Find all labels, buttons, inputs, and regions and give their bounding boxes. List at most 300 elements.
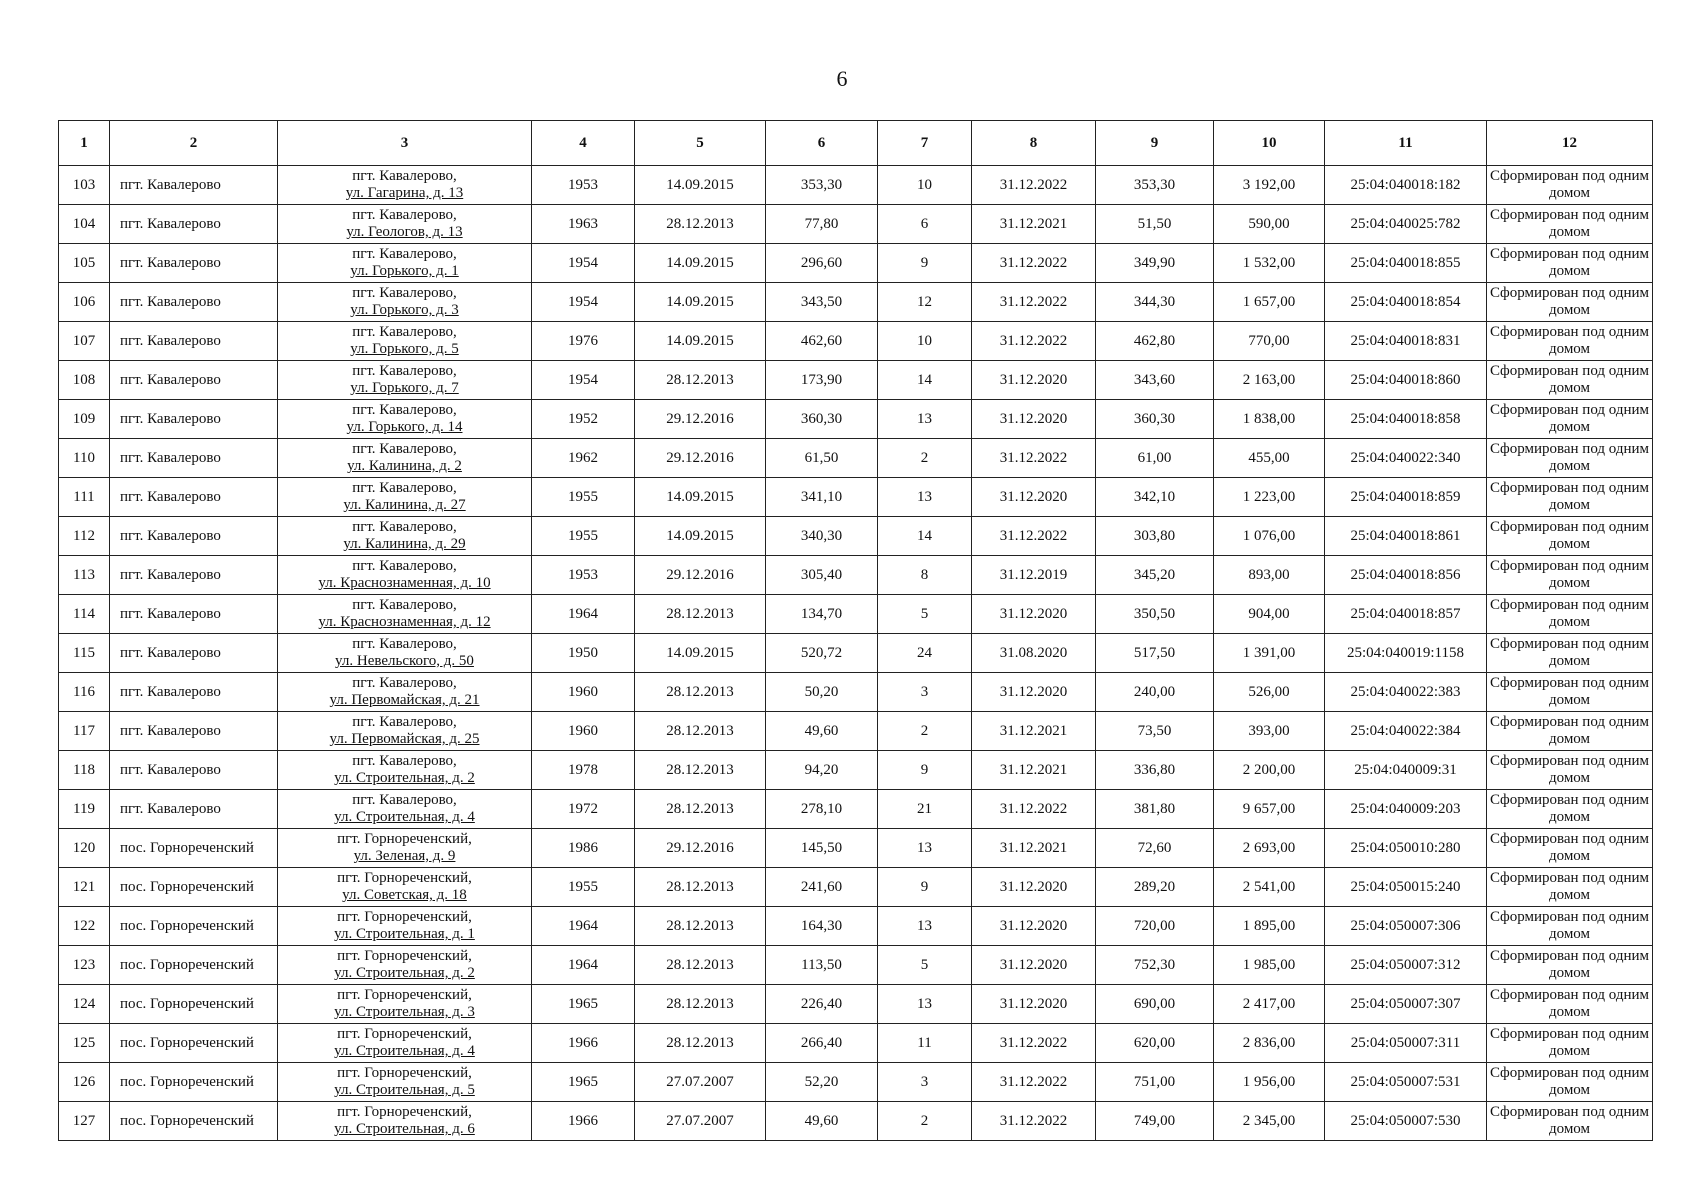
cell-area: 340,30 [766, 517, 878, 556]
cell-planned-area: 749,00 [1096, 1102, 1214, 1141]
cell-build-year: 1955 [532, 868, 635, 907]
address-settlement: пгт. Кавалерово, [352, 402, 457, 418]
cell-build-year: 1964 [532, 907, 635, 946]
address-street: ул. Горького, д. 5 [350, 341, 459, 357]
cell-address [278, 790, 532, 829]
cell-date-recognized: 29.12.2016 [635, 829, 766, 868]
cell-status [1487, 205, 1653, 244]
cell-address [278, 1063, 532, 1102]
cell-settlement: пгт. Кавалерово [110, 166, 278, 205]
cell-residents: 10 [878, 322, 972, 361]
cell-address [278, 751, 532, 790]
cell-area: 462,60 [766, 322, 878, 361]
cell-area: 94,20 [766, 751, 878, 790]
cell-relocation-date: 31.12.2020 [972, 595, 1096, 634]
cell-cadastral-number: 25:04:050010:280 [1325, 829, 1487, 868]
cell-relocation-date: 31.12.2022 [972, 517, 1096, 556]
cell-cadastral-number: 25:04:040018:861 [1325, 517, 1487, 556]
cell-relocation-date: 31.12.2020 [972, 400, 1096, 439]
cell-residents: 14 [878, 361, 972, 400]
cell-planned-area: 344,30 [1096, 283, 1214, 322]
cell-status [1487, 166, 1653, 205]
cell-residents: 8 [878, 556, 972, 595]
cell-row-number: 118 [59, 751, 110, 790]
cell-cadastral-number: 25:04:040018:831 [1325, 322, 1487, 361]
cell-residents: 3 [878, 1063, 972, 1102]
cell-cadastral-number: 25:04:050007:311 [1325, 1024, 1487, 1063]
cell-residents: 9 [878, 868, 972, 907]
cell-area: 520,72 [766, 634, 878, 673]
address-settlement: пгт. Кавалерово, [352, 753, 457, 769]
cell-settlement: пос. Горнореченский [110, 1024, 278, 1063]
column-header-10: 10 [1214, 121, 1325, 166]
cell-planned-area: 462,80 [1096, 322, 1214, 361]
cell-status [1487, 595, 1653, 634]
cell-relocation-date: 31.12.2022 [972, 283, 1096, 322]
cell-build-year: 1966 [532, 1024, 635, 1063]
cell-build-year: 1960 [532, 673, 635, 712]
cell-residents: 2 [878, 712, 972, 751]
cell-land-area: 2 163,00 [1214, 361, 1325, 400]
cell-status [1487, 283, 1653, 322]
cell-settlement: пгт. Кавалерово [110, 322, 278, 361]
cell-build-year: 1965 [532, 1063, 635, 1102]
cell-status [1487, 946, 1653, 985]
cell-row-number: 114 [59, 595, 110, 634]
table-row [59, 478, 1653, 517]
table-row [59, 985, 1653, 1024]
table-row [59, 946, 1653, 985]
cell-land-area: 2 417,00 [1214, 985, 1325, 1024]
cell-relocation-date: 31.12.2022 [972, 790, 1096, 829]
cell-relocation-date: 31.12.2022 [972, 244, 1096, 283]
cell-status [1487, 907, 1653, 946]
cell-row-number: 104 [59, 205, 110, 244]
address-settlement: пгт. Горнореченский, [337, 987, 472, 1003]
status-text: Сформирован под одним домом [1489, 597, 1650, 630]
cell-relocation-date: 31.12.2022 [972, 322, 1096, 361]
cell-planned-area: 72,60 [1096, 829, 1214, 868]
cell-land-area: 1 391,00 [1214, 634, 1325, 673]
cell-settlement: пгт. Кавалерово [110, 361, 278, 400]
cell-build-year: 1960 [532, 712, 635, 751]
cell-status [1487, 400, 1653, 439]
cell-status [1487, 361, 1653, 400]
cell-residents: 24 [878, 634, 972, 673]
cell-date-recognized: 27.07.2007 [635, 1063, 766, 1102]
cell-settlement: пгт. Кавалерово [110, 283, 278, 322]
cell-status [1487, 790, 1653, 829]
cell-planned-area: 751,00 [1096, 1063, 1214, 1102]
cell-build-year: 1963 [532, 205, 635, 244]
cell-status [1487, 829, 1653, 868]
cell-row-number: 103 [59, 166, 110, 205]
table-header [59, 121, 1653, 166]
cell-row-number: 126 [59, 1063, 110, 1102]
table-row [59, 166, 1653, 205]
table-row [59, 244, 1653, 283]
cell-planned-area: 343,60 [1096, 361, 1214, 400]
cell-build-year: 1952 [532, 400, 635, 439]
table-row [59, 361, 1653, 400]
cell-date-recognized: 28.12.2013 [635, 205, 766, 244]
cell-residents: 10 [878, 166, 972, 205]
cell-cadastral-number: 25:04:050015:240 [1325, 868, 1487, 907]
table-row [59, 400, 1653, 439]
cell-row-number: 125 [59, 1024, 110, 1063]
cell-residents: 13 [878, 478, 972, 517]
address-street: ул. Гагарина, д. 13 [345, 185, 464, 201]
cell-planned-area: 752,30 [1096, 946, 1214, 985]
address-settlement: пгт. Горнореченский, [337, 831, 472, 847]
cell-planned-area: 61,00 [1096, 439, 1214, 478]
address-settlement: пгт. Кавалерово, [352, 636, 457, 652]
cell-build-year: 1950 [532, 634, 635, 673]
cell-relocation-date: 31.12.2021 [972, 751, 1096, 790]
table-row [59, 556, 1653, 595]
cell-area: 341,10 [766, 478, 878, 517]
table-row [59, 634, 1653, 673]
cell-address [278, 595, 532, 634]
table-row [59, 1024, 1653, 1063]
cell-status [1487, 751, 1653, 790]
address-settlement: пгт. Кавалерово, [352, 480, 457, 496]
cell-planned-area: 73,50 [1096, 712, 1214, 751]
cell-date-recognized: 28.12.2013 [635, 946, 766, 985]
column-header-1: 1 [59, 121, 110, 166]
cell-cadastral-number: 25:04:040018:854 [1325, 283, 1487, 322]
cell-residents: 9 [878, 751, 972, 790]
cell-planned-area: 381,80 [1096, 790, 1214, 829]
address-street: ул. Первомайская, д. 21 [329, 692, 480, 708]
cell-relocation-date: 31.12.2022 [972, 439, 1096, 478]
address-street: ул. Строительная, д. 2 [334, 770, 475, 786]
address-street: ул. Строительная, д. 6 [334, 1121, 475, 1137]
cell-date-recognized: 14.09.2015 [635, 322, 766, 361]
status-text: Сформирован под одним домом [1489, 870, 1650, 903]
cell-land-area: 1 657,00 [1214, 283, 1325, 322]
cell-land-area: 2 541,00 [1214, 868, 1325, 907]
cell-address [278, 439, 532, 478]
cell-settlement: пгт. Кавалерово [110, 634, 278, 673]
cell-row-number: 122 [59, 907, 110, 946]
address-street: ул. Горького, д. 1 [350, 263, 459, 279]
address-street: ул. Краснознаменная, д. 10 [318, 575, 491, 591]
cell-residents: 14 [878, 517, 972, 556]
cell-status [1487, 634, 1653, 673]
cell-address [278, 1102, 532, 1141]
cell-address [278, 244, 532, 283]
address-street: ул. Невельского, д. 50 [335, 653, 474, 669]
cell-relocation-date: 31.12.2022 [972, 1063, 1096, 1102]
cell-land-area: 2 836,00 [1214, 1024, 1325, 1063]
cell-row-number: 105 [59, 244, 110, 283]
status-text: Сформирован под одним домом [1489, 792, 1650, 825]
cell-planned-area: 289,20 [1096, 868, 1214, 907]
cell-settlement: пос. Горнореченский [110, 829, 278, 868]
cell-row-number: 119 [59, 790, 110, 829]
cell-land-area: 526,00 [1214, 673, 1325, 712]
table-row [59, 1063, 1653, 1102]
cell-planned-area: 240,00 [1096, 673, 1214, 712]
cell-address [278, 166, 532, 205]
cell-residents: 12 [878, 283, 972, 322]
cell-address [278, 673, 532, 712]
cell-area: 113,50 [766, 946, 878, 985]
cell-build-year: 1986 [532, 829, 635, 868]
address-settlement: пгт. Горнореченский, [337, 909, 472, 925]
address-settlement: пгт. Горнореченский, [337, 1104, 472, 1120]
cell-row-number: 107 [59, 322, 110, 361]
cell-residents: 21 [878, 790, 972, 829]
cell-area: 278,10 [766, 790, 878, 829]
address-street: ул. Строительная, д. 5 [334, 1082, 475, 1098]
cell-planned-area: 620,00 [1096, 1024, 1214, 1063]
table-body [59, 166, 1653, 1141]
cell-relocation-date: 31.12.2021 [972, 712, 1096, 751]
cell-residents: 2 [878, 1102, 972, 1141]
cell-cadastral-number: 25:04:040009:31 [1325, 751, 1487, 790]
cell-status [1487, 322, 1653, 361]
cell-settlement: пгт. Кавалерово [110, 205, 278, 244]
cell-build-year: 1964 [532, 946, 635, 985]
registry-table [58, 120, 1653, 1141]
column-header-6: 6 [766, 121, 878, 166]
cell-status [1487, 1024, 1653, 1063]
cell-date-recognized: 14.09.2015 [635, 634, 766, 673]
cell-status [1487, 868, 1653, 907]
cell-area: 241,60 [766, 868, 878, 907]
status-text: Сформирован под одним домом [1489, 480, 1650, 513]
cell-status [1487, 478, 1653, 517]
cell-relocation-date: 31.12.2019 [972, 556, 1096, 595]
cell-land-area: 2 345,00 [1214, 1102, 1325, 1141]
status-text: Сформирован под одним домом [1489, 675, 1650, 708]
cell-address [278, 868, 532, 907]
cell-relocation-date: 31.12.2020 [972, 673, 1096, 712]
status-text: Сформирован под одним домом [1489, 948, 1650, 981]
cell-settlement: пгт. Кавалерово [110, 595, 278, 634]
cell-build-year: 1953 [532, 556, 635, 595]
cell-cadastral-number: 25:04:050007:306 [1325, 907, 1487, 946]
table-row [59, 790, 1653, 829]
address-settlement: пгт. Кавалерово, [352, 792, 457, 808]
cell-land-area: 893,00 [1214, 556, 1325, 595]
cell-row-number: 127 [59, 1102, 110, 1141]
cell-date-recognized: 28.12.2013 [635, 712, 766, 751]
cell-build-year: 1978 [532, 751, 635, 790]
status-text: Сформирован под одним домом [1489, 831, 1650, 864]
column-header-8: 8 [972, 121, 1096, 166]
cell-row-number: 116 [59, 673, 110, 712]
cell-row-number: 112 [59, 517, 110, 556]
cell-row-number: 121 [59, 868, 110, 907]
cell-row-number: 111 [59, 478, 110, 517]
cell-row-number: 110 [59, 439, 110, 478]
cell-land-area: 1 838,00 [1214, 400, 1325, 439]
cell-land-area: 2 200,00 [1214, 751, 1325, 790]
status-text: Сформирован под одним домом [1489, 441, 1650, 474]
cell-address [278, 946, 532, 985]
cell-area: 173,90 [766, 361, 878, 400]
cell-residents: 11 [878, 1024, 972, 1063]
cell-cadastral-number: 25:04:040018:182 [1325, 166, 1487, 205]
cell-date-recognized: 28.12.2013 [635, 907, 766, 946]
cell-settlement: пгт. Кавалерово [110, 790, 278, 829]
cell-date-recognized: 28.12.2013 [635, 868, 766, 907]
address-street: ул. Краснознаменная, д. 12 [318, 614, 491, 630]
table-row [59, 439, 1653, 478]
cell-area: 266,40 [766, 1024, 878, 1063]
status-text: Сформирован под одним домом [1489, 1026, 1650, 1059]
cell-cadastral-number: 25:04:040018:859 [1325, 478, 1487, 517]
cell-land-area: 1 532,00 [1214, 244, 1325, 283]
cell-address [278, 712, 532, 751]
table-row [59, 868, 1653, 907]
column-header-4: 4 [532, 121, 635, 166]
cell-planned-area: 345,20 [1096, 556, 1214, 595]
cell-area: 145,50 [766, 829, 878, 868]
cell-address [278, 634, 532, 673]
cell-address [278, 1024, 532, 1063]
cell-settlement: пгт. Кавалерово [110, 478, 278, 517]
cell-build-year: 1966 [532, 1102, 635, 1141]
cell-date-recognized: 29.12.2016 [635, 439, 766, 478]
cell-row-number: 109 [59, 400, 110, 439]
cell-date-recognized: 28.12.2013 [635, 751, 766, 790]
cell-land-area: 1 895,00 [1214, 907, 1325, 946]
cell-date-recognized: 28.12.2013 [635, 595, 766, 634]
cell-residents: 13 [878, 907, 972, 946]
cell-planned-area: 336,80 [1096, 751, 1214, 790]
cell-relocation-date: 31.12.2022 [972, 1024, 1096, 1063]
cell-area: 164,30 [766, 907, 878, 946]
column-header-7: 7 [878, 121, 972, 166]
cell-address [278, 985, 532, 1024]
column-header-12: 12 [1487, 121, 1653, 166]
cell-cadastral-number: 25:04:050007:530 [1325, 1102, 1487, 1141]
cell-status [1487, 556, 1653, 595]
cell-residents: 6 [878, 205, 972, 244]
cell-build-year: 1954 [532, 361, 635, 400]
cell-relocation-date: 31.12.2020 [972, 361, 1096, 400]
status-text: Сформирован под одним домом [1489, 753, 1650, 786]
cell-cadastral-number: 25:04:040022:340 [1325, 439, 1487, 478]
cell-area: 360,30 [766, 400, 878, 439]
cell-cadastral-number: 25:04:040018:856 [1325, 556, 1487, 595]
cell-date-recognized: 29.12.2016 [635, 400, 766, 439]
status-text: Сформирован под одним домом [1489, 168, 1650, 201]
cell-planned-area: 353,30 [1096, 166, 1214, 205]
address-settlement: пгт. Кавалерово, [352, 207, 457, 223]
cell-date-recognized: 14.09.2015 [635, 244, 766, 283]
column-header-11: 11 [1325, 121, 1487, 166]
cell-area: 49,60 [766, 1102, 878, 1141]
cell-row-number: 123 [59, 946, 110, 985]
cell-area: 343,50 [766, 283, 878, 322]
cell-build-year: 1965 [532, 985, 635, 1024]
cell-land-area: 1 956,00 [1214, 1063, 1325, 1102]
cell-area: 50,20 [766, 673, 878, 712]
cell-planned-area: 720,00 [1096, 907, 1214, 946]
cell-address [278, 478, 532, 517]
cell-settlement: пгт. Кавалерово [110, 751, 278, 790]
cell-land-area: 9 657,00 [1214, 790, 1325, 829]
cell-address [278, 556, 532, 595]
address-street: ул. Строительная, д. 4 [334, 809, 475, 825]
cell-settlement: пгт. Кавалерово [110, 439, 278, 478]
cell-land-area: 770,00 [1214, 322, 1325, 361]
cell-settlement: пос. Горнореченский [110, 868, 278, 907]
cell-residents: 13 [878, 400, 972, 439]
address-street: ул. Строительная, д. 3 [334, 1004, 475, 1020]
status-text: Сформирован под одним домом [1489, 909, 1650, 942]
cell-relocation-date: 31.12.2020 [972, 946, 1096, 985]
address-street: ул. Строительная, д. 1 [334, 926, 475, 942]
cell-date-recognized: 14.09.2015 [635, 517, 766, 556]
cell-cadastral-number: 25:04:040019:1158 [1325, 634, 1487, 673]
table-row [59, 205, 1653, 244]
cell-settlement: пос. Горнореченский [110, 985, 278, 1024]
cell-address [278, 322, 532, 361]
address-street: ул. Строительная, д. 4 [334, 1043, 475, 1059]
address-street: ул. Горького, д. 3 [350, 302, 459, 318]
cell-status [1487, 244, 1653, 283]
status-text: Сформирован под одним домом [1489, 987, 1650, 1020]
cell-row-number: 113 [59, 556, 110, 595]
cell-address [278, 205, 532, 244]
status-text: Сформирован под одним домом [1489, 402, 1650, 435]
cell-date-recognized: 14.09.2015 [635, 283, 766, 322]
address-settlement: пгт. Горнореченский, [337, 870, 472, 886]
cell-planned-area: 350,50 [1096, 595, 1214, 634]
address-settlement: пгт. Кавалерово, [352, 363, 457, 379]
cell-cadastral-number: 25:04:040018:860 [1325, 361, 1487, 400]
table-row [59, 1102, 1653, 1141]
cell-area: 305,40 [766, 556, 878, 595]
address-street: ул. Горького, д. 7 [350, 380, 459, 396]
cell-address [278, 361, 532, 400]
cell-date-recognized: 27.07.2007 [635, 1102, 766, 1141]
cell-row-number: 108 [59, 361, 110, 400]
cell-planned-area: 342,10 [1096, 478, 1214, 517]
table-row [59, 322, 1653, 361]
status-text: Сформирован под одним домом [1489, 519, 1650, 552]
cell-status [1487, 439, 1653, 478]
cell-land-area: 393,00 [1214, 712, 1325, 751]
status-text: Сформирован под одним домом [1489, 636, 1650, 669]
cell-relocation-date: 31.12.2022 [972, 1102, 1096, 1141]
cell-land-area: 590,00 [1214, 205, 1325, 244]
cell-date-recognized: 28.12.2013 [635, 1024, 766, 1063]
cell-cadastral-number: 25:04:040009:203 [1325, 790, 1487, 829]
cell-area: 353,30 [766, 166, 878, 205]
cell-address [278, 829, 532, 868]
cell-area: 49,60 [766, 712, 878, 751]
address-street: ул. Калинина, д. 29 [343, 536, 466, 552]
cell-planned-area: 303,80 [1096, 517, 1214, 556]
cell-cadastral-number: 25:04:040018:857 [1325, 595, 1487, 634]
cell-land-area: 1 985,00 [1214, 946, 1325, 985]
table-row [59, 751, 1653, 790]
table-row [59, 283, 1653, 322]
cell-status [1487, 517, 1653, 556]
cell-planned-area: 690,00 [1096, 985, 1214, 1024]
address-street: ул. Зеленая, д. 9 [353, 848, 456, 864]
cell-planned-area: 349,90 [1096, 244, 1214, 283]
cell-build-year: 1955 [532, 517, 635, 556]
cell-build-year: 1953 [532, 166, 635, 205]
